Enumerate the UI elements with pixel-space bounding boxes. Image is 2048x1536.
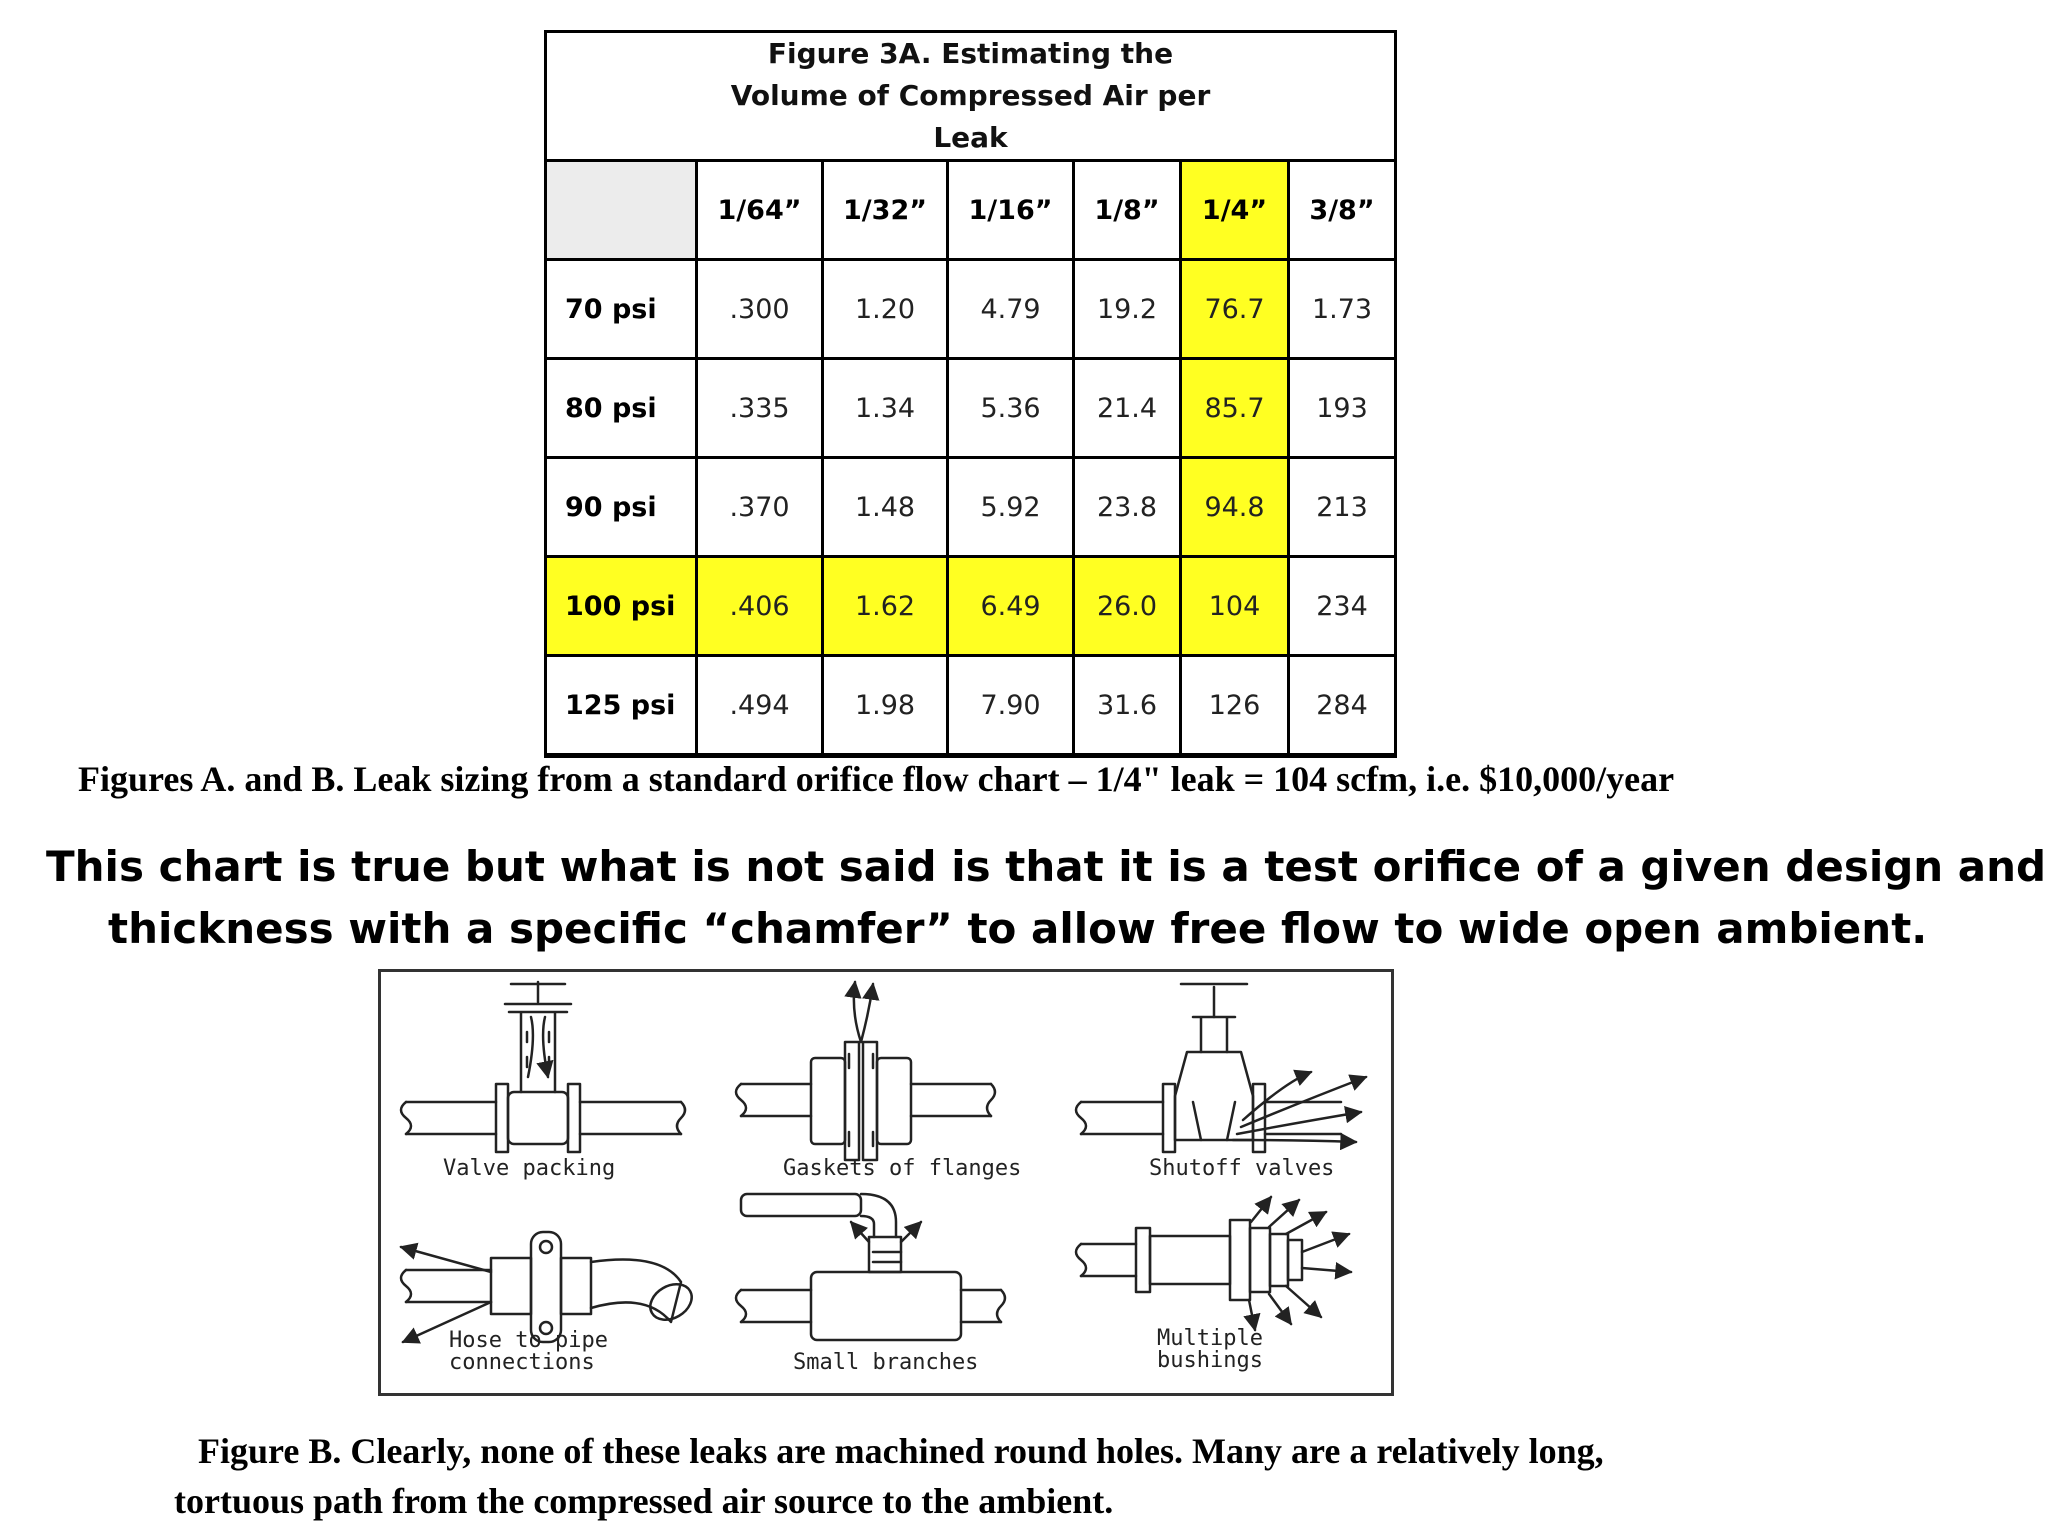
table-cell: 193: [1289, 359, 1396, 458]
column-header: 1/32”: [823, 161, 948, 260]
table-cell: 104: [1181, 557, 1289, 656]
table-cell: 31.6: [1074, 656, 1181, 756]
column-header: 3/8”: [1289, 161, 1396, 260]
table-cell: .300: [697, 260, 823, 359]
row-label: 100 psi: [546, 557, 697, 656]
table-cell: .370: [697, 458, 823, 557]
multiple-bushings-drawing: [1076, 1197, 1351, 1330]
table-cell: 1.98: [823, 656, 948, 756]
table-cell: 19.2: [1074, 260, 1181, 359]
table-cell: 1.34: [823, 359, 948, 458]
label-multiple-bushings: Multiple bushings: [1157, 1326, 1263, 1373]
table-cell: 76.7: [1181, 260, 1289, 359]
table-title-text: Figure 3A. Estimating the Volume of Compressed Air per Leak: [730, 37, 1211, 154]
table-cell: 213: [1289, 458, 1396, 557]
column-header: 1/8”: [1074, 161, 1181, 260]
row-label: 90 psi: [546, 458, 697, 557]
gaskets-flanges-drawing: [736, 982, 995, 1160]
table-cell: 85.7: [1181, 359, 1289, 458]
shutoff-valves-drawing: [1076, 984, 1366, 1152]
column-header: 1/16”: [948, 161, 1074, 260]
column-header-highlighted: 1/4”: [1181, 161, 1289, 260]
table-title: [546, 32, 1396, 161]
column-header: 1/64”: [697, 161, 823, 260]
leak-sources-illustration: [378, 969, 1394, 1396]
row-label: 70 psi: [546, 260, 697, 359]
table-cell: 1.73: [1289, 260, 1396, 359]
table-cell: 1.20: [823, 260, 948, 359]
callout-line-2: thickness with a specific “chamfer” to allow free flow to wide open ambient.: [108, 904, 1928, 953]
table-row: [546, 458, 1396, 557]
table-cell: 284: [1289, 656, 1396, 756]
table-cell: 5.92: [948, 458, 1074, 557]
table-cell: 6.49: [948, 557, 1074, 656]
table-cell: 26.0: [1074, 557, 1181, 656]
label-shutoff-valves: Shutoff valves: [1149, 1156, 1335, 1181]
table-cell: .406: [697, 557, 823, 656]
table-cell: 4.79: [948, 260, 1074, 359]
table-row-highlighted: [546, 557, 1396, 656]
table-cell: 21.4: [1074, 359, 1181, 458]
table-cell: 1.62: [823, 557, 948, 656]
caption-figures-a-b: Figures A. and B. Leak sizing from a standard orifice flow chart – 1/4" leak = 104 scfm, i.e. $10,000/year: [78, 759, 1675, 799]
label-valve-packing: Valve packing: [443, 1156, 616, 1181]
table-cell: 94.8: [1181, 458, 1289, 557]
label-small-branches: Small branches: [793, 1350, 979, 1375]
table-row: [546, 359, 1396, 458]
callout-line-1: This chart is true but what is not said is that it is a test orifice of a given design and: [46, 842, 2047, 891]
table-cell: 1.48: [823, 458, 948, 557]
hose-pipe-drawing: [401, 1232, 698, 1342]
label-hose-to-pipe: Hose to pipe connections: [449, 1328, 608, 1375]
table-cell: 7.90: [948, 656, 1074, 756]
table-cell: .335: [697, 359, 823, 458]
row-label: 80 psi: [546, 359, 697, 458]
table-cell: .494: [697, 656, 823, 756]
row-label: 125 psi: [546, 656, 697, 756]
table-cell: 126: [1181, 656, 1289, 756]
table-header-row: [546, 161, 1396, 260]
label-gaskets-of-flanges: Gaskets of flanges: [783, 1156, 1022, 1181]
table-corner-cell: [546, 161, 697, 260]
caption-figure-b-line-2: tortuous path from the compressed air source to the ambient.: [174, 1481, 1114, 1521]
caption-figure-b-line-1: Figure B. Clearly, none of these leaks are machined round holes. Many are a relatively long,: [198, 1431, 1604, 1471]
table-row: [546, 260, 1396, 359]
small-branches-drawing: [736, 1194, 1005, 1340]
leak-volume-table: [544, 30, 1397, 758]
valve-packing-drawing: [401, 982, 685, 1152]
table-cell: 234: [1289, 557, 1396, 656]
table-cell: 23.8: [1074, 458, 1181, 557]
table-cell: 5.36: [948, 359, 1074, 458]
table-row: [546, 656, 1396, 756]
